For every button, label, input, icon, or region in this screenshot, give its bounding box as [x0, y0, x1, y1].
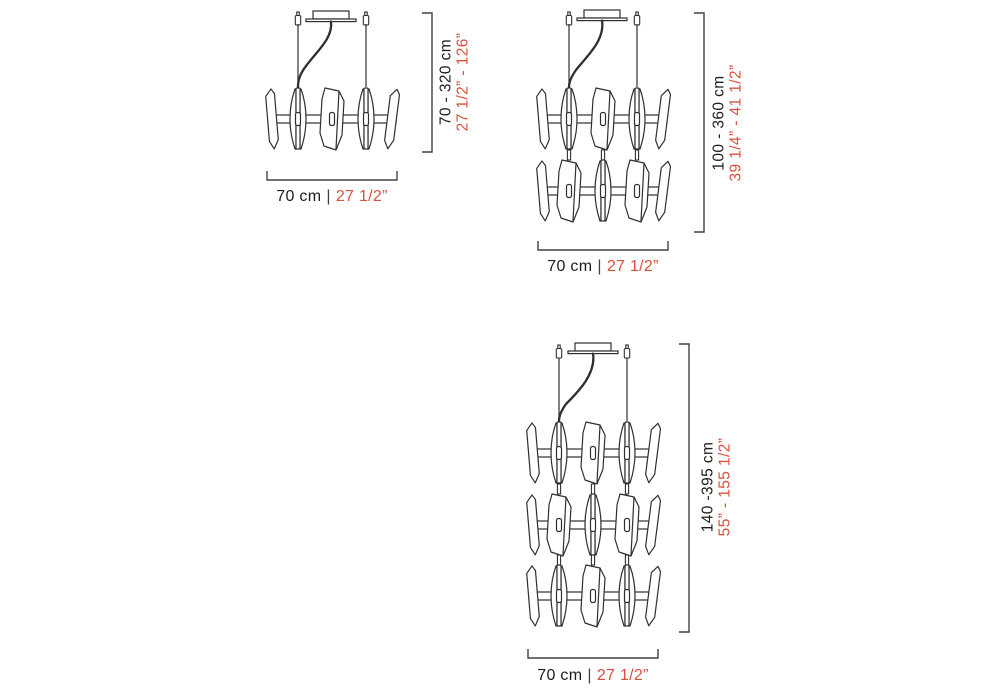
dim-height-bracket-1	[422, 13, 432, 152]
width-imperial-1: 27 1/2”	[335, 188, 388, 205]
dim-width-bracket-3	[528, 649, 658, 658]
height-metric-2: 100 - 360 cm	[710, 75, 728, 171]
height-dimension-label-1	[439, 33, 472, 132]
power-cable	[569, 21, 602, 87]
height-imperial-1: 27 1/2” - 126”	[454, 32, 471, 132]
width-dimension-label-1	[276, 188, 387, 206]
height-metric-3: 140 -395 cm	[699, 441, 717, 533]
height-metric-1: 70 - 320 cm	[437, 38, 455, 126]
power-cable	[559, 354, 593, 421]
dim-height-bracket-2	[694, 13, 704, 232]
width-metric-2: 70 cm	[547, 258, 593, 275]
width-metric-1: 70 cm	[276, 188, 322, 205]
label-separator: |	[587, 667, 592, 684]
width-metric-3: 70 cm	[537, 667, 583, 684]
dim-height-bracket-3	[679, 344, 689, 632]
dim-width-bracket-1	[267, 171, 397, 180]
width-dimension-label-3	[537, 667, 648, 685]
width-imperial-2: 27 1/2”	[606, 258, 659, 275]
chandelier-drawing-3	[525, 343, 661, 627]
power-cable	[298, 22, 331, 88]
width-imperial-3: 27 1/2”	[596, 667, 649, 684]
label-separator: |	[326, 188, 331, 205]
chandelier-drawing-1	[264, 11, 400, 150]
height-dimension-label-2	[712, 64, 745, 181]
height-imperial-3: 55” - 155 1/2”	[716, 437, 733, 537]
label-separator: |	[597, 258, 602, 275]
dim-width-bracket-2	[538, 241, 668, 250]
height-imperial-2: 39 1/4” - 41 1/2”	[727, 64, 744, 182]
chandelier-drawing-2	[535, 10, 671, 222]
width-dimension-label-2	[547, 258, 658, 276]
height-dimension-label-3	[701, 438, 734, 537]
